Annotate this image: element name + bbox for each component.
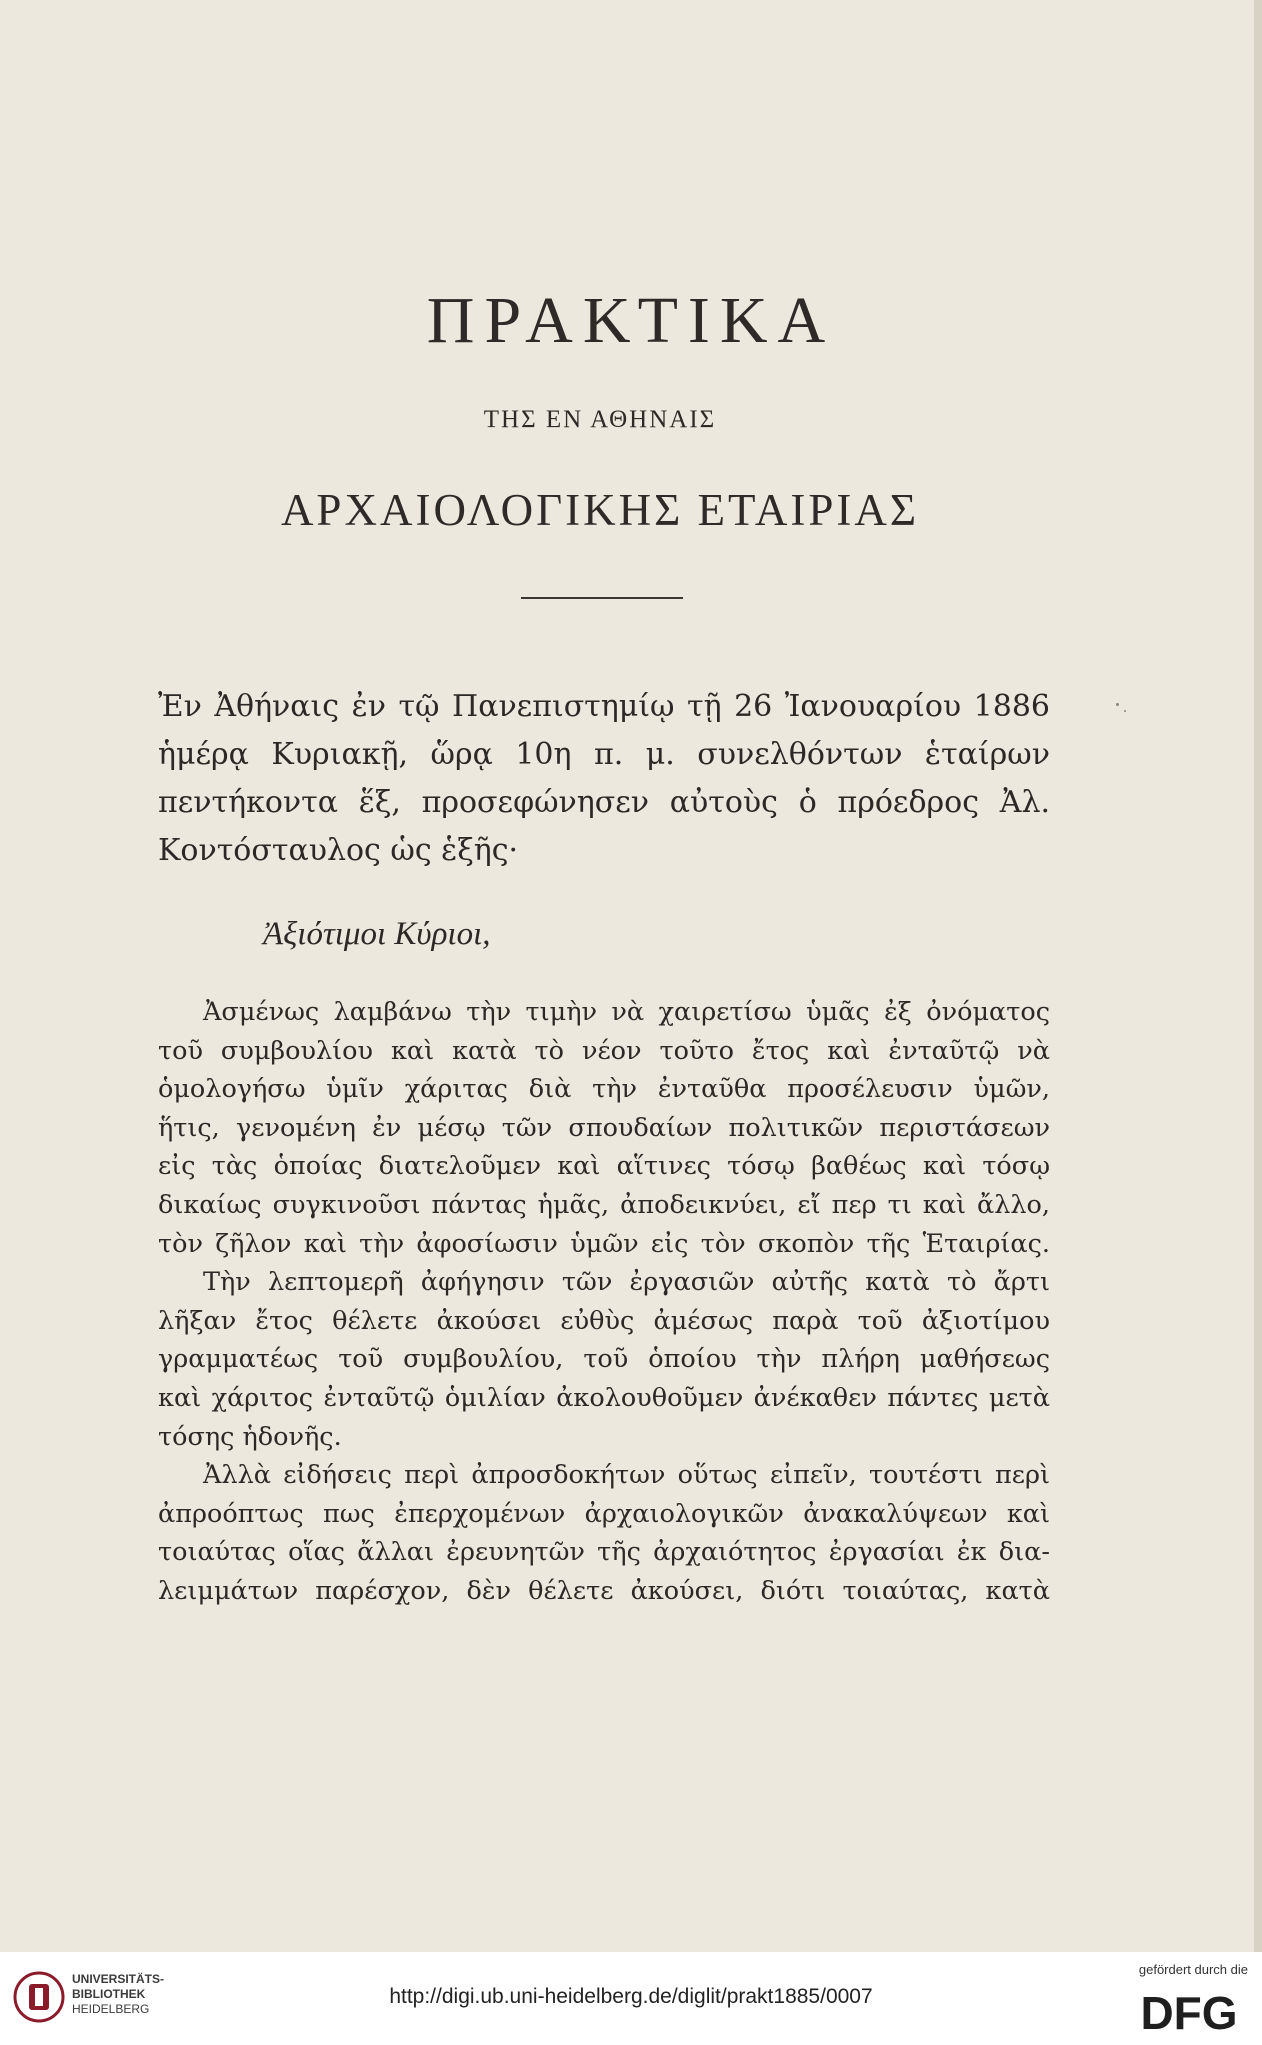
dfg-logo-text: DFG <box>1140 1987 1238 2035</box>
source-url-link[interactable]: http://digi.ub.uni-heidelberg.de/diglit/prakt1885/0007 <box>389 1985 873 2008</box>
library-line: HEIDELBERG <box>72 2002 150 2016</box>
text-line: Ἀλλὰ εἰδήσεις περὶ ἀπροσδοκήτων οὕτως εἰπεῖν, τουτέστι περὶ <box>203 1460 1050 1491</box>
text-line: εἰς τὰς ὁποίας διατελοῦμεν καὶ αἵτινες τόσῳ βαθέως καὶ τόσῳ <box>158 1151 1050 1182</box>
library-line: BIBLIOTHEK <box>72 1987 146 2001</box>
footer-bar <box>0 1952 1262 2045</box>
text-line: δικαίως συγκινοῦσι πάντας ἡμᾶς, ἀποδεικνύει, εἴ περ τι καὶ ἄλλο, <box>158 1189 1050 1220</box>
text-line: ἀπροόπτως πως ἐπερχομένων ἀρχαιολογικῶν ἀνακαλύψεων καὶ <box>158 1498 1050 1529</box>
text-line: ὁμολογήσω ὑμῖν χάριτας διὰ τὴν ἐνταῦθα προσέλευσιν ὑμῶν, <box>158 1074 1050 1105</box>
library-line: UNIVERSITÄTS- <box>72 1972 165 1986</box>
text-line: καὶ χάριτος ἐνταῦτῷ ὁμιλίαν ἀκολουθοῦμεν ἀνέκαθεν πάντες μετὰ <box>158 1382 1050 1413</box>
intro-line: ἡμέρᾳ Κυριακῇ, ὥρᾳ 10η π. μ. συνελθόντων ἑταίρων <box>158 737 1050 772</box>
page-subtitle: ΤΗΣ ΕΝ ΑΘΗΝΑΙΣ <box>483 406 717 433</box>
society-name: ΑΡΧΑΙΟΛΟΓΙΚΗΣ ΕΤΑΙΡΙΑΣ <box>280 485 920 535</box>
dfg-logo-icon <box>1130 1985 1248 2035</box>
text-line: ἥτις, γενομένη ἐν μέσῳ τῶν σπουδαίων πολιτικῶν περιστάσεων <box>158 1112 1050 1143</box>
paragraph-2 <box>158 1263 1050 1456</box>
text-line: τοῦ συμβουλίου καὶ κατὰ τὸ νέον τοῦτο ἔτος καὶ ἐνταῦτῷ νὰ <box>158 1035 1050 1066</box>
divider-rule <box>521 597 683 599</box>
text-line: τόσης ἡδονῆς. <box>158 1421 342 1452</box>
scan-speck <box>1116 703 1119 706</box>
intro-paragraph <box>158 683 1050 875</box>
intro-line: Ἐν Ἀθήναις ἐν τῷ Πανεπιστημίῳ τῇ 26 Ἰανουαρίου 1886 <box>158 689 1050 724</box>
scan-speck <box>1124 710 1126 712</box>
intro-line: Κοντόσταυλος ὡς ἑξῆς· <box>158 833 519 868</box>
text-line: γραμματέως τοῦ συμβουλίου, τοῦ ὁποίου τὴν πλήρη μαθήσεως <box>158 1344 1050 1375</box>
intro-line: πεντήκοντα ἕξ, προσεφώνησεν αὐτοὺς ὁ πρόεδρος Ἀλ. <box>158 785 1050 820</box>
text-line: τοιαύτας οἵας ἄλλαι ἐρευνητῶν τῆς ἀρχαιότητος ἐργασίαι ἐκ δια- <box>158 1537 1050 1568</box>
text-line: τὸν ζῆλον καὶ τὴν ἀφοσίωσιν ὑμῶν εἰς τὸν σκοπὸν τῆς Ἑταιρίας. <box>158 1228 1050 1259</box>
paragraph-3 <box>158 1456 1050 1610</box>
speech-body <box>158 993 1050 1611</box>
funded-by-label: gefördert durch die <box>1138 1962 1248 1977</box>
text-line: Ἀσμένως λαμβάνω τὴν τιμὴν νὰ χαιρετίσω ὑμᾶς ἐξ ὀνόματος <box>203 997 1050 1027</box>
paragraph-1 <box>158 993 1050 1263</box>
salutation: Ἀξιότιμοι Κύριοι, <box>263 916 491 952</box>
text-line: Τὴν λεπτομερῆ ἀφήγησιν τῶν ἐργασιῶν αὐτῆς κατὰ τὸ ἄρτι <box>203 1267 1050 1298</box>
page-title: ΠΡΑΚΤΙΚΑ <box>426 284 836 357</box>
text-line: λειμμάτων παρέσχον, δὲν θέλετε ἀκούσει, διότι τοιαύτας, κατὰ <box>158 1575 1050 1606</box>
text-line: λῆξαν ἔτος θέλετε ἀκούσει εὐθὺς ἀμέσως παρὰ τοῦ ἀξιοτίμου <box>158 1305 1050 1336</box>
